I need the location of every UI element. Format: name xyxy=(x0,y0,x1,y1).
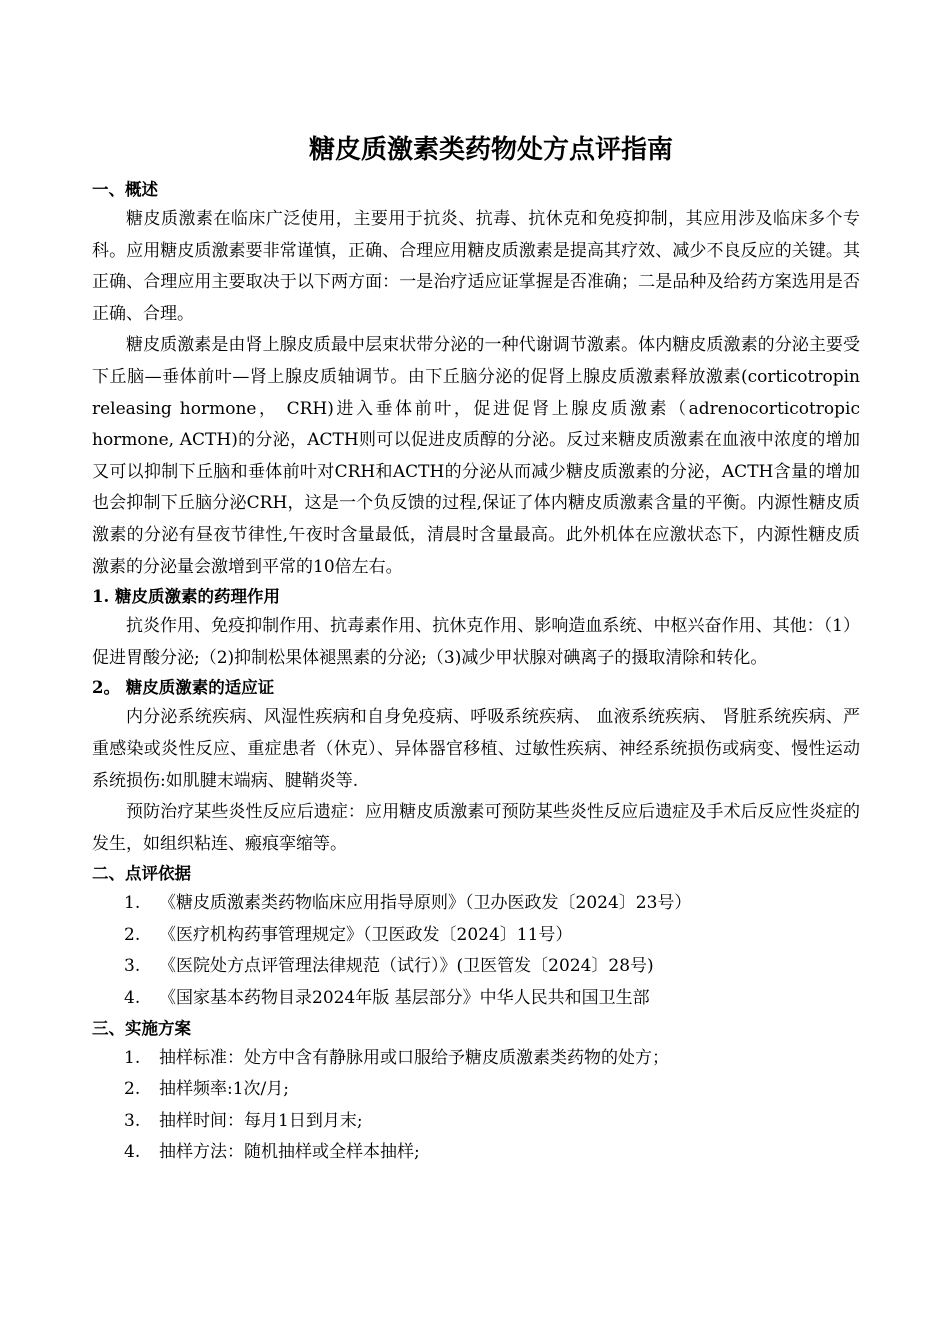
list-item xyxy=(92,888,860,920)
list-number: 4. xyxy=(124,988,141,1009)
overview-paragraph: 糖皮质激素是由肾上腺皮质最中层束状带分泌的一种代谢调节激素。体内糖皮质激素的分泌主要受下丘脑—垂体前叶—肾上腺皮质轴调节。由下丘脑分泌的促肾上腺皮质激素释放激素(corticotropin releasing hormone， CRH)进入垂体前叶，促进促肾上腺皮质激素（adrenocorticotropic hormone, ACTH)的分泌，ACTH则可以促进皮质醇的分泌。反过来糖皮质激素在血液中浓度的增加又可以抑制下丘脑和垂体前叶对CRH和ACTH的分泌从而减少糖皮质激素的分泌，ACTH含量的增加也会抑制下丘脑分泌CRH，这是一个负反馈的过程,保证了体内糖皮质激素含量的平衡。内源性糖皮质激素的分泌有昼夜节律性,午夜时含量最低，清晨时含量最高。此外机体在应激状态下，内源性糖皮质激素的分泌量会激增到平常的10倍左右。 xyxy=(92,335,860,577)
list-item xyxy=(92,1106,860,1138)
list-text: 《国家基本药物目录2024年版 基层部分》中华人民共和国卫生部 xyxy=(159,988,650,1009)
list-number: 3. xyxy=(124,1110,141,1131)
list-text: 抽样方法：随机抽样或全样本抽样; xyxy=(159,1142,420,1163)
list-item xyxy=(92,983,860,1015)
document-page xyxy=(92,128,860,1169)
subsection-heading-indications: 2。 糖皮质激素的适应证 xyxy=(92,678,275,698)
list-text: 《医院处方点评管理法律规范（试行）》(卫医管发〔2024〕28号) xyxy=(159,956,654,977)
list-number: 2. xyxy=(124,924,141,945)
list-item xyxy=(92,951,860,983)
page-title: 糖皮质激素类药物处方点评指南 xyxy=(308,135,673,165)
list-text: 抽样标准：处方中含有静脉用或口服给予糖皮质激素类药物的处方； xyxy=(159,1047,669,1068)
list-text: 《医疗机构药事管理规定》（卫医政发〔2024〕11号） xyxy=(159,924,573,945)
implementation-list xyxy=(92,1043,860,1169)
section-heading-basis: 二、点评依据 xyxy=(92,864,191,884)
list-number: 2. xyxy=(124,1079,141,1100)
list-text: 抽样时间：每月1日到月末; xyxy=(159,1110,363,1131)
section-heading-implementation: 三、实施方案 xyxy=(92,1018,191,1038)
pharmacology-paragraph: 抗炎作用、免疫抑制作用、抗毒素作用、抗休克作用、影响造血系统、中枢兴奋作用、其他：（1）促进胃酸分泌;（2)抑制松果体褪黑素的分泌;（3)减少甲状腺对碘离子的摄取清除和转化。 xyxy=(92,616,860,668)
list-text: 《糖皮质激素类药物临床应用指导原则》（卫办医政发〔2024〕23号） xyxy=(159,893,692,914)
subsection-heading-pharmacology: 1. 糖皮质激素的药理作用 xyxy=(92,587,280,607)
list-item xyxy=(92,1074,860,1106)
list-number: 4. xyxy=(124,1142,141,1163)
list-item xyxy=(92,1137,860,1169)
section-heading-overview: 一、概述 xyxy=(92,180,158,199)
list-number: 1. xyxy=(124,1047,141,1068)
list-item xyxy=(92,920,860,952)
list-text: 抽样频率:1次/月; xyxy=(159,1079,289,1100)
indications-paragraph: 预防治疗某些炎性反应后遗症：应用糖皮质激素可预防某些炎性反应后遗症及手术后反应性炎症的发生，如组织粘连、瘢痕挛缩等。 xyxy=(92,802,860,854)
basis-list xyxy=(92,888,860,1014)
list-number: 1. xyxy=(124,893,141,914)
overview-paragraph: 糖皮质激素在临床广泛使用，主要用于抗炎、抗毒、抗休克和免疫抑制，其应用涉及临床多个专科。应用糖皮质激素要非常谨慎，正确、合理应用糖皮质激素是提高其疗效、减少不良反应的关键。其正确、合理应用主要取决于以下两方面：一是治疗适应证掌握是否准确；二是品种及给药方案选用是否正确、合理。 xyxy=(92,209,860,324)
list-item xyxy=(92,1043,860,1075)
indications-paragraph: 内分泌系统疾病、风湿性疾病和自身免疫病、呼吸系统疾病、 血液系统疾病、 肾脏系统疾病、严重感染或炎性反应、重症患者（休克）、异体器官移植、过敏性疾病、神经系统损伤或病变、慢性运动系统损伤:如肌腱末端病、腱鞘炎等. xyxy=(92,707,860,791)
list-number: 3. xyxy=(124,956,141,977)
